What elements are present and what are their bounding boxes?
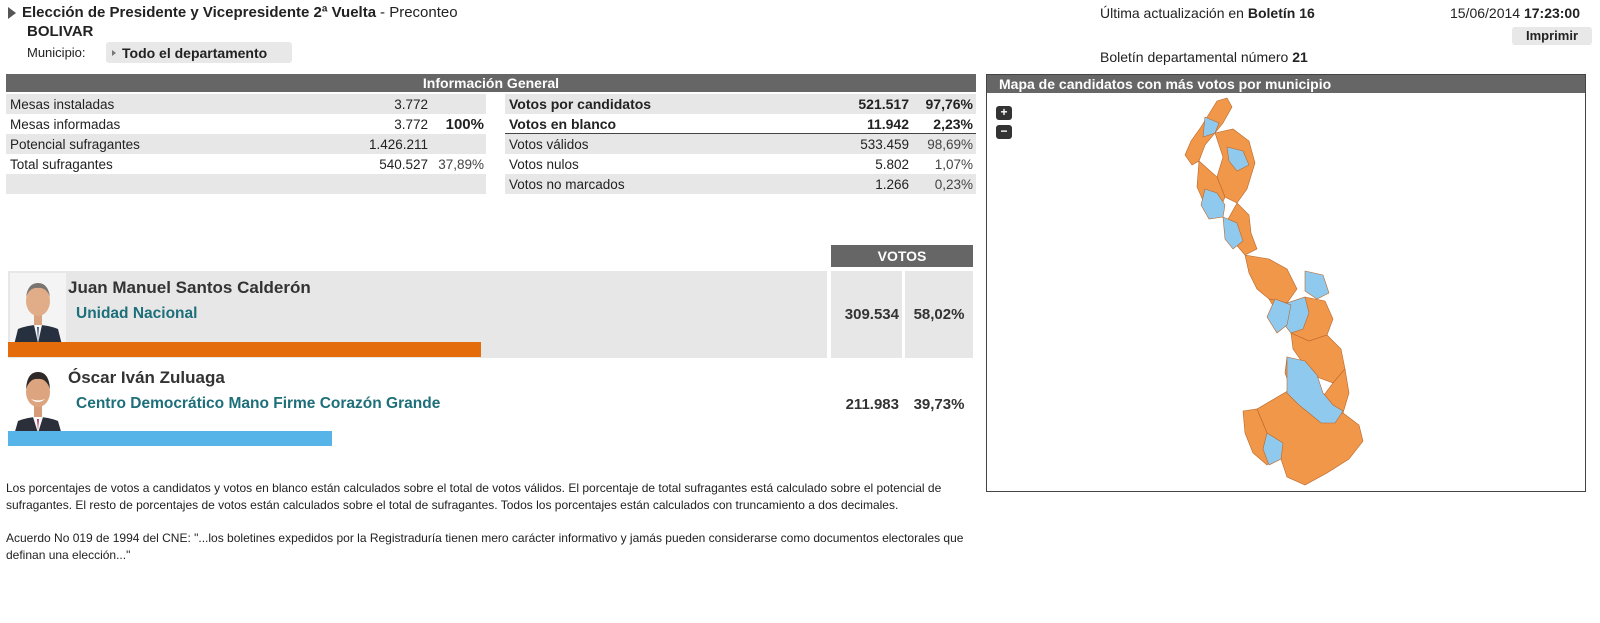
candidate-vote-bar — [8, 342, 481, 357]
candidate-party: Centro Democrático Mano Firme Corazón Grande — [76, 395, 441, 412]
triangle-right-icon — [8, 7, 16, 19]
zoom-out-button[interactable]: − — [996, 125, 1012, 139]
candidate-name: Óscar Iván Zuluaga — [68, 368, 225, 387]
row-value: 533.459 — [860, 136, 909, 152]
row-value: 11.942 — [866, 115, 909, 132]
table-row — [505, 114, 976, 134]
boletin-dep-label: Boletín departamental número — [1100, 49, 1289, 65]
table-row — [6, 94, 486, 114]
row-label: Total sufragantes — [10, 156, 113, 172]
last-update-label: Última actualización en — [1100, 5, 1244, 21]
candidate-row — [8, 271, 973, 358]
candidate-row — [8, 361, 973, 448]
row-pct: 97,76% — [925, 96, 973, 112]
row-label: Votos no marcados — [509, 176, 625, 192]
last-update-boletin: Boletín 16 — [1247, 5, 1315, 21]
boletin-dep-number: 21 — [1292, 49, 1308, 65]
footnotes — [6, 480, 966, 580]
row-value: 3.772 — [394, 116, 428, 132]
table-row — [6, 114, 486, 134]
table-row — [6, 154, 486, 174]
row-pct: 100% — [445, 115, 484, 133]
note-acuerdo: Acuerdo No 019 de 1994 del CNE: "...los boletines expedidos por la Registraduría tienen mero carácter informativo y jamás pueden considerarse como documentos electorales que definan una elección..." — [6, 531, 964, 562]
row-label: Votos por candidatos — [509, 96, 652, 112]
row-pct: 98,69% — [927, 136, 973, 152]
candidate-photo — [10, 273, 66, 345]
note-percentages: Los porcentajes de votos a candidatos y votos en blanco están calculados sobre el total de votos válidos. El porcentaje de total sufragantes está calculado sobre el potencial de sufragantes. El resto de porcentajes de votos están calculados sobre el total de sufragantes. Todos los porcentajes están calculados con truncamiento a dos decimales. — [6, 481, 942, 512]
triangle-right-icon — [112, 50, 116, 56]
candidate-name: Juan Manuel Santos Calderón — [68, 278, 311, 297]
table-row — [505, 174, 976, 194]
map-panel — [986, 74, 1586, 492]
table-row — [505, 134, 976, 154]
row-pct: 2,23% — [933, 115, 973, 132]
candidate-party: Unidad Nacional — [76, 305, 198, 322]
candidate-vote-bar — [8, 431, 332, 446]
municipio-region[interactable] — [1305, 271, 1329, 299]
department-map[interactable] — [987, 93, 1585, 491]
row-pct: 1,07% — [934, 156, 973, 172]
update-date: 15/06/2014 — [1449, 5, 1521, 21]
candidate-pct: 58,02% — [905, 271, 973, 358]
row-value: 3.772 — [394, 96, 428, 112]
page-title — [8, 4, 458, 21]
update-datetime — [1450, 5, 1580, 21]
row-value: 5.802 — [875, 156, 909, 172]
row-value: 1.266 — [875, 176, 909, 192]
row-label: Votos válidos — [509, 136, 589, 152]
map-title: Mapa de candidatos con más votos por municipio — [987, 75, 1585, 93]
votos-column-header: VOTOS — [831, 245, 973, 267]
last-update — [1100, 5, 1315, 21]
row-value: 1.426.211 — [368, 136, 428, 152]
row-label: Votos nulos — [509, 156, 579, 172]
municipio-region[interactable] — [1245, 255, 1297, 303]
row-label: Votos en blanco — [509, 115, 617, 132]
boletin-departamental — [1100, 49, 1308, 65]
print-button[interactable]: Imprimir — [1512, 27, 1592, 45]
row-pct: 0,23% — [934, 176, 973, 192]
table-row-empty — [6, 174, 486, 194]
row-pct: 37,89% — [438, 156, 484, 172]
row-label: Potencial sufragantes — [10, 136, 140, 152]
election-subtitle: - Preconteo — [380, 4, 458, 21]
row-label: Mesas instaladas — [10, 96, 115, 112]
candidate-votes: 309.534 — [831, 271, 902, 358]
municipio-value: Todo el departamento — [122, 44, 268, 61]
department-name: BOLIVAR — [27, 23, 94, 40]
info-right-table — [505, 94, 976, 194]
row-label: Mesas informadas — [10, 116, 121, 132]
table-row — [6, 134, 486, 154]
row-value: 540.527 — [379, 156, 428, 172]
table-row — [505, 154, 976, 174]
update-time: 17:23:00 — [1523, 5, 1580, 21]
municipio-label: Municipio: — [27, 45, 86, 60]
election-title: Elección de Presidente y Vicepresidente 2ª Vuelta — [22, 4, 377, 21]
zoom-in-button[interactable]: + — [996, 106, 1012, 120]
candidate-pct: 39,73% — [913, 396, 965, 413]
table-row — [505, 94, 976, 114]
info-general-header: Información General — [6, 74, 976, 92]
municipio-select[interactable] — [106, 42, 292, 63]
candidate-photo — [10, 363, 66, 435]
info-left-table — [6, 94, 486, 194]
candidate-votes: 211.983 — [845, 396, 899, 413]
row-value: 521.517 — [858, 96, 909, 112]
